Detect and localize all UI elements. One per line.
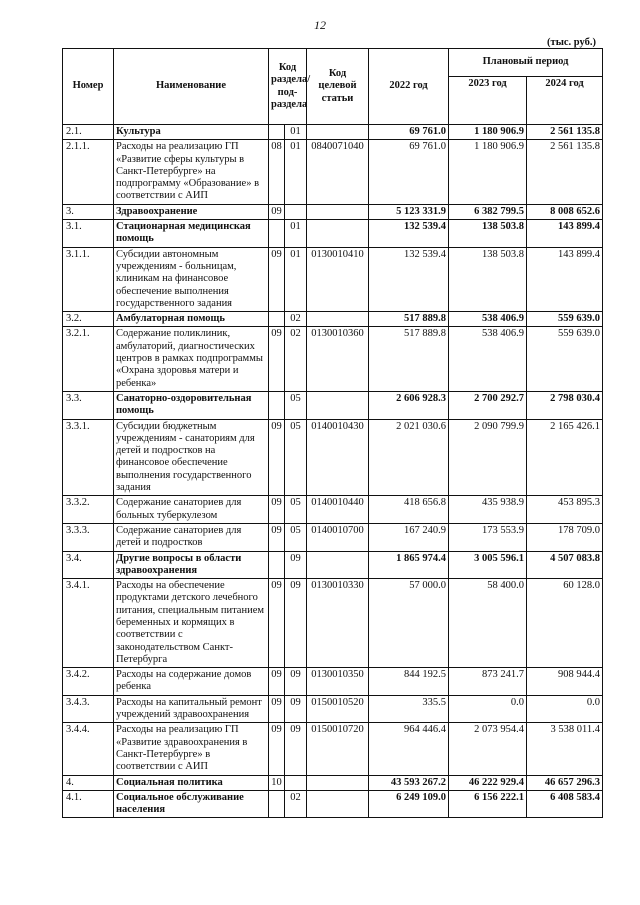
row-target-code: 0130010350	[307, 668, 369, 696]
row-2024: 6 408 583.4	[527, 790, 603, 818]
row-2022: 517 889.8	[369, 327, 449, 391]
row-subsection: 09	[285, 723, 307, 775]
row-2023: 6 382 799.5	[449, 204, 527, 219]
row-section: 09	[269, 204, 285, 219]
row-subsection: 02	[285, 327, 307, 391]
row-2022: 2 606 928.3	[369, 391, 449, 419]
table-row	[63, 204, 603, 219]
row-name: Субсидии бюджетным учреждениям - санаториям для детей и подростков на финансовое обеспечение выполнения государственного задания	[114, 419, 269, 496]
row-2022: 844 192.5	[369, 668, 449, 696]
row-subsection: 09	[285, 695, 307, 723]
row-subsection: 09	[285, 551, 307, 579]
row-number: 3.3.2.	[63, 496, 114, 524]
row-number: 3.3.3.	[63, 523, 114, 551]
row-section	[269, 220, 285, 248]
units-label: (тыс. руб.)	[547, 37, 596, 48]
header-row	[63, 49, 603, 77]
row-2024: 60 128.0	[527, 579, 603, 668]
table-row	[63, 220, 603, 248]
table-row	[63, 391, 603, 419]
header-number: Номер	[63, 49, 114, 125]
header-planned-period: Плановый период	[449, 49, 603, 77]
row-2022: 43 593 267.2	[369, 775, 449, 790]
header-2024: 2024 год	[527, 77, 603, 125]
row-2023: 1 180 906.9	[449, 125, 527, 140]
row-section: 09	[269, 579, 285, 668]
header-section-code: Код раздела/ под-раздела	[269, 49, 307, 125]
row-subsection: 05	[285, 391, 307, 419]
row-2024: 2 561 135.8	[527, 125, 603, 140]
row-target-code	[307, 391, 369, 419]
row-subsection: 09	[285, 668, 307, 696]
row-name: Расходы на реализацию ГП «Развитие сферы культуры в Санкт-Петербурге» на подпрограмму «Образование» в соответствии с АИП	[114, 140, 269, 204]
row-2024: 143 899.4	[527, 247, 603, 311]
row-target-code: 0150010520	[307, 695, 369, 723]
row-number: 3.1.1.	[63, 247, 114, 311]
row-2023: 0.0	[449, 695, 527, 723]
row-2023: 2 073 954.4	[449, 723, 527, 775]
row-section	[269, 312, 285, 327]
row-name: Расходы на содержание домов ребенка	[114, 668, 269, 696]
row-2023: 538 406.9	[449, 327, 527, 391]
row-2024: 2 798 030.4	[527, 391, 603, 419]
row-2024: 2 165 426.1	[527, 419, 603, 496]
row-2024: 0.0	[527, 695, 603, 723]
row-2024: 178 709.0	[527, 523, 603, 551]
row-2023: 538 406.9	[449, 312, 527, 327]
row-2022: 2 021 030.6	[369, 419, 449, 496]
row-subsection: 05	[285, 523, 307, 551]
row-2024: 908 944.4	[527, 668, 603, 696]
row-section: 09	[269, 419, 285, 496]
row-subsection: 01	[285, 125, 307, 140]
row-2024: 559 639.0	[527, 312, 603, 327]
row-2024: 3 538 011.4	[527, 723, 603, 775]
row-subsection: 09	[285, 579, 307, 668]
row-section	[269, 551, 285, 579]
row-number: 4.	[63, 775, 114, 790]
row-number: 3.4.1.	[63, 579, 114, 668]
row-2022: 418 656.8	[369, 496, 449, 524]
row-number: 3.2.	[63, 312, 114, 327]
row-2023: 173 553.9	[449, 523, 527, 551]
row-number: 3.2.1.	[63, 327, 114, 391]
row-2022: 964 446.4	[369, 723, 449, 775]
table-row	[63, 668, 603, 696]
row-2024: 2 561 135.8	[527, 140, 603, 204]
row-2023: 2 090 799.9	[449, 419, 527, 496]
row-2024: 8 008 652.6	[527, 204, 603, 219]
row-2024: 143 899.4	[527, 220, 603, 248]
row-target-code: 0150010720	[307, 723, 369, 775]
table-row	[63, 125, 603, 140]
row-2022: 5 123 331.9	[369, 204, 449, 219]
row-name: Содержание санаториев для детей и подростков	[114, 523, 269, 551]
row-number: 3.3.1.	[63, 419, 114, 496]
row-target-code: 0130010360	[307, 327, 369, 391]
header-2022: 2022 год	[369, 49, 449, 125]
row-name: Стационарная медицинская помощь	[114, 220, 269, 248]
row-section: 09	[269, 668, 285, 696]
row-target-code	[307, 551, 369, 579]
row-2024: 46 657 296.3	[527, 775, 603, 790]
row-section: 09	[269, 523, 285, 551]
row-subsection: 05	[285, 419, 307, 496]
header-2023: 2023 год	[449, 77, 527, 125]
row-2022: 517 889.8	[369, 312, 449, 327]
table-row	[63, 247, 603, 311]
row-2024: 4 507 083.8	[527, 551, 603, 579]
page-number: 12	[314, 18, 326, 32]
row-number: 3.4.	[63, 551, 114, 579]
row-subsection	[285, 204, 307, 219]
row-2022: 167 240.9	[369, 523, 449, 551]
row-target-code	[307, 220, 369, 248]
row-subsection: 01	[285, 220, 307, 248]
row-2024: 453 895.3	[527, 496, 603, 524]
row-2022: 69 761.0	[369, 125, 449, 140]
row-section	[269, 125, 285, 140]
row-number: 2.1.1.	[63, 140, 114, 204]
row-target-code	[307, 125, 369, 140]
row-2022: 69 761.0	[369, 140, 449, 204]
row-name: Культура	[114, 125, 269, 140]
row-name: Социальное обслуживание населения	[114, 790, 269, 818]
row-target-code	[307, 204, 369, 219]
row-section: 09	[269, 496, 285, 524]
row-section	[269, 391, 285, 419]
budget-table	[62, 48, 603, 818]
row-name: Расходы на обеспечение продуктами детского лечебного питания, специальным питанием беременных и кормящих в соответствии с законодательством Санкт-Петербурга	[114, 579, 269, 668]
row-2023: 138 503.8	[449, 247, 527, 311]
row-target-code	[307, 775, 369, 790]
row-section: 09	[269, 695, 285, 723]
row-2022: 57 000.0	[369, 579, 449, 668]
row-number: 2.1.	[63, 125, 114, 140]
table-row	[63, 523, 603, 551]
table-row	[63, 327, 603, 391]
row-2023: 2 700 292.7	[449, 391, 527, 419]
table-row	[63, 579, 603, 668]
row-section: 09	[269, 327, 285, 391]
row-subsection: 02	[285, 312, 307, 327]
row-number: 3.1.	[63, 220, 114, 248]
row-target-code	[307, 312, 369, 327]
row-number: 3.	[63, 204, 114, 219]
row-number: 3.4.3.	[63, 695, 114, 723]
table-row	[63, 140, 603, 204]
table-row	[63, 419, 603, 496]
header-target-code: Код целевой статьи	[307, 49, 369, 125]
row-name: Санаторно-оздоровительная помощь	[114, 391, 269, 419]
row-section: 09	[269, 723, 285, 775]
row-name: Расходы на капитальный ремонт учреждений здравоохранения	[114, 695, 269, 723]
row-name: Здравоохранение	[114, 204, 269, 219]
row-2023: 873 241.7	[449, 668, 527, 696]
row-2022: 335.5	[369, 695, 449, 723]
row-2023: 6 156 222.1	[449, 790, 527, 818]
row-2023: 46 222 929.4	[449, 775, 527, 790]
row-2023: 435 938.9	[449, 496, 527, 524]
row-2023: 1 180 906.9	[449, 140, 527, 204]
row-name: Содержание санаториев для больных туберкулезом	[114, 496, 269, 524]
row-name: Другие вопросы в области здравоохранения	[114, 551, 269, 579]
row-target-code: 0130010330	[307, 579, 369, 668]
row-2023: 138 503.8	[449, 220, 527, 248]
row-number: 4.1.	[63, 790, 114, 818]
row-section	[269, 790, 285, 818]
row-section: 08	[269, 140, 285, 204]
row-number: 3.4.2.	[63, 668, 114, 696]
row-number: 3.4.4.	[63, 723, 114, 775]
row-2024: 559 639.0	[527, 327, 603, 391]
row-target-code: 0140010440	[307, 496, 369, 524]
row-target-code: 0140010430	[307, 419, 369, 496]
row-name: Расходы на реализацию ГП «Развитие здравоохранения в Санкт-Петербурге» в соответствии с АИП	[114, 723, 269, 775]
row-target-code	[307, 790, 369, 818]
table-row	[63, 695, 603, 723]
row-subsection: 01	[285, 247, 307, 311]
row-subsection: 02	[285, 790, 307, 818]
row-target-code: 0840071040	[307, 140, 369, 204]
table-row	[63, 775, 603, 790]
table-row	[63, 312, 603, 327]
row-target-code: 0130010410	[307, 247, 369, 311]
row-2022: 6 249 109.0	[369, 790, 449, 818]
row-number: 3.3.	[63, 391, 114, 419]
table-row	[63, 551, 603, 579]
row-subsection: 01	[285, 140, 307, 204]
row-name: Амбулаторная помощь	[114, 312, 269, 327]
row-section: 10	[269, 775, 285, 790]
row-target-code: 0140010700	[307, 523, 369, 551]
row-2022: 132 539.4	[369, 220, 449, 248]
row-subsection: 05	[285, 496, 307, 524]
row-section: 09	[269, 247, 285, 311]
row-2023: 58 400.0	[449, 579, 527, 668]
row-2023: 3 005 596.1	[449, 551, 527, 579]
row-2022: 132 539.4	[369, 247, 449, 311]
row-2022: 1 865 974.4	[369, 551, 449, 579]
row-subsection	[285, 775, 307, 790]
header-name: Наименование	[114, 49, 269, 125]
row-name: Содержание поликлиник, амбулаторий, диагностических центров в рамках подпрограммы «Охрана здоровья матери и ребенка»	[114, 327, 269, 391]
table-row	[63, 790, 603, 818]
row-name: Социальная политика	[114, 775, 269, 790]
row-name: Субсидии автономным учреждениям - больницам, клиникам на финансовое обеспечение выполнения государственного задания	[114, 247, 269, 311]
table-row	[63, 496, 603, 524]
table-row	[63, 723, 603, 775]
